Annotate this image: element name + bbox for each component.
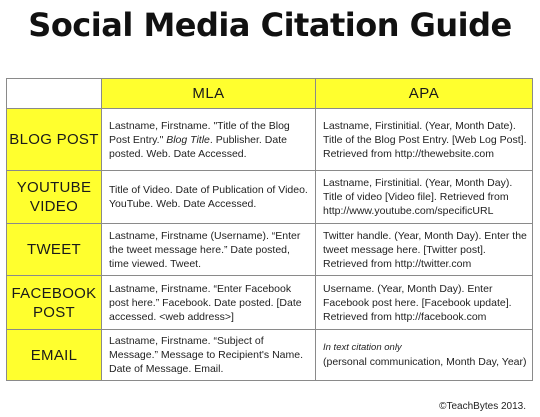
table-row-tweet — [7, 224, 533, 276]
apa-email-text: (personal communication, Month Day, Year) — [323, 356, 527, 368]
column-header-mla: MLA — [102, 79, 316, 109]
apa-cell-tweet: Twitter handle. (Year, Month Day). Enter the tweet message here. [Twitter post]. Retrieved from http://twitter.com — [316, 224, 533, 276]
mla-blog-post: . Publisher. Date posted. Web. Date Accessed. — [109, 133, 287, 160]
mla-cell-blog-post — [102, 109, 316, 171]
apa-cell-blog-post: Lastname, Firstinitial. (Year, Month Date). Title of the Blog Post Entry. [Web Log Post]. Retrieved from http://thewebsite.com — [316, 109, 533, 171]
table-row-facebook-post — [7, 276, 533, 330]
row-label-email: EMAIL — [7, 330, 102, 381]
mla-cell-email: Lastname, Firstname. “Subject of Message.” Message to Recipient's Name. Date of Message. Email. — [102, 330, 316, 381]
mla-cell-facebook-post: Lastname, Firstname. “Enter Facebook post here.” Facebook. Date posted. [Date accessed. <web address>] — [102, 276, 316, 330]
mla-cell-youtube-video: Title of Video. Date of Publication of Video. YouTube. Web. Date Accessed. — [102, 171, 316, 224]
page-title: Social Media Citation Guide — [28, 6, 512, 44]
table-row-email — [7, 330, 533, 381]
apa-cell-facebook-post: Username. (Year, Month Day). Enter Facebook post here. [Facebook update]. Retrieved from http://facebook.com — [316, 276, 533, 330]
row-label-facebook-post: FACEBOOK POST — [7, 276, 102, 330]
mla-blog-pre: Lastname, Firstname. "Title of the Blog Post Entry." — [109, 119, 290, 146]
copyright-credit: ©TeachBytes 2013. — [439, 401, 526, 412]
column-header-apa: APA — [316, 79, 533, 109]
mla-blog-italic: Blog Title — [166, 133, 210, 146]
apa-email-note: In text citation only — [323, 342, 402, 353]
table-header-row — [7, 79, 533, 109]
apa-cell-youtube-video: Lastname, Firstinitial. (Year, Month Day). Title of video [Video file]. Retrieved from http://www.youtube.com/specificURL — [316, 171, 533, 224]
row-label-blog-post: BLOG POST — [7, 109, 102, 171]
table-row-blog-post — [7, 109, 533, 171]
citation-table — [6, 78, 533, 381]
table-row-youtube-video — [7, 171, 533, 224]
apa-cell-email — [316, 330, 533, 381]
mla-cell-tweet: Lastname, Firstname (Username). “Enter the tweet message here.” Date posted, time viewed. Tweet. — [102, 224, 316, 276]
header-blank-cell — [7, 79, 102, 109]
row-label-youtube-video: YOUTUBE VIDEO — [7, 171, 102, 224]
row-label-tweet: TWEET — [7, 224, 102, 276]
